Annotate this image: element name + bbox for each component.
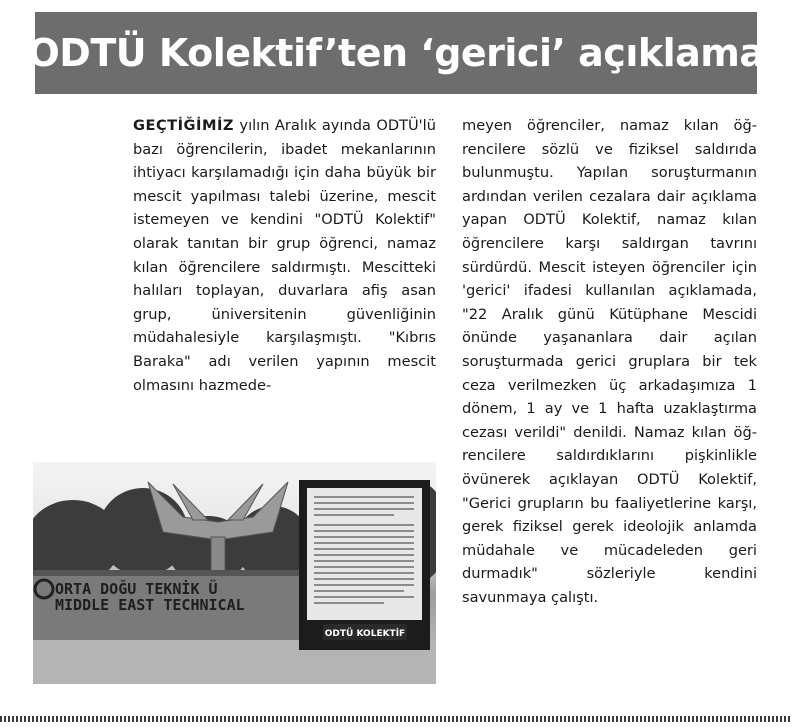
article-column-2 [462,114,757,609]
page-bottom-rule [0,716,792,722]
poster-board [299,480,430,650]
column-2-text: meyen öğrenciler, namaz kılan öğrencilere sözlü ve fiziksel saldırıda bulunmuştu. Yapılan soruşturmanın ardından verilen cezalara dair açıklama yapan ODTÜ Kolektif, namaz kılan öğrencilere karşı saldırgan tavrını sürdürdü. Mescit isteyen öğrenciler için 'gerici' ifadesi kullanılan açıklamada, "22 Aralık günü Kütüphane Mescidi önünde yaşananlara dair açılan soruşturmada gerici gruplara bir tek ceza verilmezken üç arkadaşımıza 1 dönem, 1 ay ve 1 hafta uzaklaştırma cezası verildi" denildi. Namaz kılan öğrencilere saldırdıklarını pişkinlikle övünerek açıklayan ODTÜ Kolektif, "Gerici grupların bu faaliyetlerine karşı, gerek fiziksel gerek ideolojik anlamda müdahale ve mücadeleden geri durmadık" sözleriyle kendini savunmaya çalıştı. [462,117,757,606]
article-column-1 [133,114,436,397]
headline-banner [27,12,765,94]
sign-text-2: MIDDLE EAST TECHNICAL [55,596,245,614]
article-photo [33,462,436,684]
campus-photo-illustration [33,462,436,684]
poster-label: ODTÜ KOLEKTİF [324,629,406,639]
article-paragraph [133,114,436,397]
sign-text-1: ORTA DOĞU TEKNİK Ü [55,580,218,598]
article-headline: ODTÜ Kolektif’ten ‘gerici’ açıklama [27,31,765,75]
lead-word: GEÇTİĞİMİZ [133,117,234,134]
column-1-text: yılın Aralık ayında ODTÜ'lü bazı öğrencilerin, ibadet mekanlarının ihtiyacı karşılamadığı için daha büyük bir mescit yapılması talebi üzerine, mescit istemeyen ve kendini "ODTÜ Kolektif" olarak tanıtan bir grup öğrenci, namaz kılan öğrencilere saldırmıştı. Mescitteki halıları toplayan, duvarlara afiş asan grup, üniversitenin güvenliğinin müdahalesiyle karşılaşmıştı. "Kıbrıs Baraka" adı verilen yapının mescit olmasını hazmede- [133,117,436,394]
